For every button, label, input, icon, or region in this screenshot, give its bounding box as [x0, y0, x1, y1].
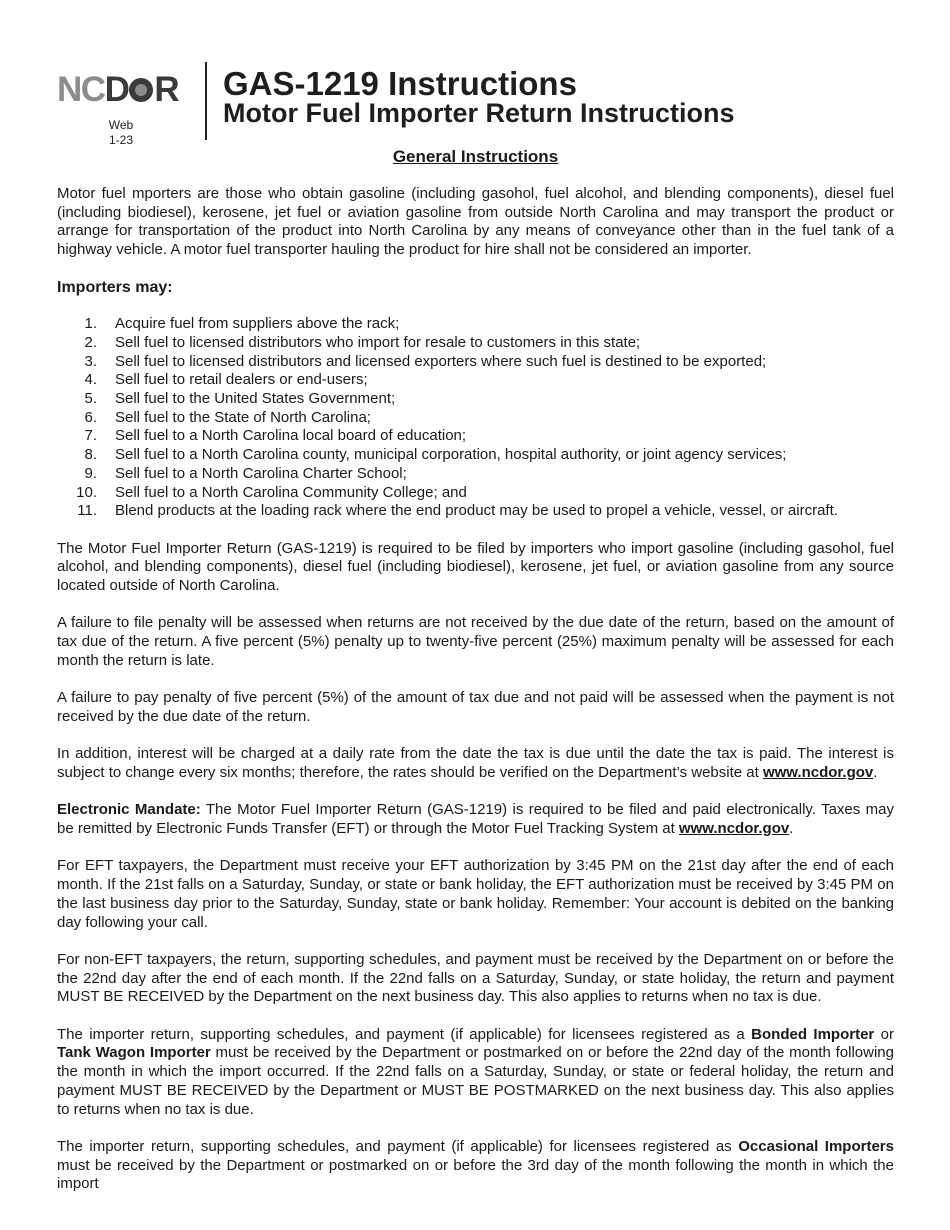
- importers-heading: Importers may:: [57, 278, 173, 296]
- logo-web-label: Web: [108, 118, 134, 132]
- list-item: [57, 502, 894, 521]
- list-number: 2.: [84, 333, 97, 351]
- list-number: 4.: [84, 371, 97, 389]
- non-eft-paragraph: For non-EFT taxpayers, the return, supporting schedules, and payment must be received by the Department on or before the the 22nd day after the end of each month. If the 22nd falls on a Saturday, Sunday, or state holiday, the return and payment MUST BE RECEIVED by the Department on the next business day. This also applies to returns when no tax is due.: [57, 950, 894, 1006]
- intro-paragraph: Motor fuel mporters are those who obtain gasoline (including gasohol, fuel alcohol, and blending components), diesel fuel (including biodiesel), kerosene, jet fuel or aviation gasoline from outside North Carolina and may transport the product or arrange for transportation of the product into North Carolina by any means of conveyance other than in the fuel tank of a highway vehicle. A motor fuel transporter hauling the product for hire shall not be considered an importer.: [57, 185, 894, 259]
- occasional-importers-term: Occasional Importers: [738, 1137, 894, 1155]
- list-text: Sell fuel to the United States Government;: [115, 390, 396, 407]
- electronic-mandate-paragraph: [57, 801, 894, 838]
- list-text: Blend products at the loading rack where the end product may be used to propel a vehicle, vessel, or aircraft.: [115, 502, 838, 520]
- eft-paragraph: For EFT taxpayers, the Department must receive your EFT authorization by 3:45 PM on the 21st day after the end of each month. If the 21st falls on a Saturday, Sunday, or state or bank holiday, the EFT authorization must be received by 3:45 PM on the last business day prior to the Saturday, Sunday, state or bank holiday. Remember: Your account is debited on the banking day following your call.: [57, 857, 894, 931]
- list-number: 9.: [84, 464, 97, 482]
- tank-wagon-importer-term: Tank Wagon Importer: [57, 1044, 211, 1062]
- list-item: [57, 409, 894, 428]
- interest-paragraph: [57, 745, 894, 782]
- failure-to-file-paragraph: A failure to file penalty will be assessed when returns are not received by the due date of the return, based on the amount of tax due of the return. A five percent (5%) penalty up to twenty-five percent (25%) maximum penalty will be assessed for each month the return is late.: [57, 614, 894, 669]
- section-heading: General Instructions: [392, 147, 559, 166]
- filing-requirement-paragraph: The Motor Fuel Importer Return (GAS-1219) is required to be filed by importers who import gasoline (including gasohol, fuel alcohol, and blending components), diesel fuel (including biodiesel), kerosene, jet fuel, or aviation gasoline from any source located outside of North Carolina.: [57, 539, 894, 595]
- header-divider: [205, 62, 207, 140]
- bonded-text-a: The importer return, supporting schedules, and payment (if applicable) for licensees registered as a: [57, 1025, 752, 1043]
- ncdor-wordmark: NCD R: [57, 70, 179, 109]
- list-number: 1.: [84, 315, 97, 333]
- list-item: [57, 315, 894, 334]
- list-text: Acquire fuel from suppliers above the rack;: [115, 315, 400, 333]
- interest-end: .: [873, 764, 878, 781]
- list-item: [57, 484, 894, 503]
- list-text: Sell fuel to the State of North Carolina;: [115, 408, 371, 426]
- list-number: 10.: [76, 483, 97, 501]
- list-item: [57, 371, 894, 390]
- list-text: Sell fuel to retail dealers or end-users;: [115, 371, 368, 389]
- logo-circle-icon: [129, 78, 153, 102]
- list-text: Sell fuel to a North Carolina local board of education;: [115, 427, 467, 445]
- list-text: Sell fuel to licensed distributors who import for resale to customers in this state;: [115, 333, 641, 351]
- occasional-importer-paragraph: [57, 1138, 894, 1194]
- list-number: 6.: [84, 408, 97, 426]
- occasional-text-b: must be received by the Department or postmarked on or before the 3rd day of the month following the month in which the import: [57, 1156, 894, 1193]
- list-item: [57, 353, 894, 372]
- bonded-importer-term: Bonded Importer: [751, 1025, 875, 1043]
- electronic-mandate-label: Electronic Mandate:: [57, 801, 201, 819]
- list-text: Sell fuel to a North Carolina county, municipal corporation, hospital authority, or joint agency services;: [115, 446, 787, 464]
- page-header: [57, 60, 897, 147]
- list-text: Sell fuel to a North Carolina Community College; and: [115, 483, 467, 501]
- importers-list: [57, 315, 894, 521]
- ncdor-logo: [57, 70, 185, 147]
- list-item: [57, 390, 894, 409]
- list-number: 3.: [84, 352, 97, 370]
- mandate-text: The Motor Fuel Importer Return (GAS-1219) is required to be filed and paid electronically. Taxes may be remitted by Electronic Funds Transfer (EFT) or through the Motor Fuel Tracking System at: [57, 801, 895, 838]
- occasional-text-a: The importer return, supporting schedules, and payment (if applicable) for licensees registered as: [57, 1137, 739, 1155]
- list-number: 5.: [84, 390, 97, 407]
- ncdor-website-link[interactable]: www.ncdor.gov: [762, 764, 874, 781]
- failure-to-pay-paragraph: A failure to pay penalty of five percent (5%) of the amount of tax due and not paid will be assessed when the payment is not received by the due date of the return.: [57, 689, 894, 725]
- document-subtitle: Motor Fuel Importer Return Instructions: [223, 98, 735, 128]
- list-item: [57, 334, 894, 353]
- ncdor-website-link[interactable]: www.ncdor.gov: [678, 820, 790, 838]
- list-text: Sell fuel to a North Carolina Charter School;: [115, 464, 407, 482]
- list-text: Sell fuel to licensed distributors and licensed exporters where such fuel is destined to be exported;: [115, 352, 767, 370]
- mandate-end: .: [789, 820, 794, 838]
- document-title: GAS-1219 Instructions: [223, 65, 577, 102]
- list-item: [57, 446, 894, 465]
- interest-text: In addition, interest will be charged at a daily rate from the date the tax is due until the date the tax is paid. The interest is subject to change every six months; therefore, the rates should be verified on the Department’s website at: [57, 745, 894, 781]
- document-body: [57, 146, 894, 1213]
- bonded-text-c: must be received by the Department or postmarked on or before the 22nd day of the month following the month in which the import occurred. If the 22nd falls on a Saturday, Sunday, or state or federal holiday, the return and payment MUST BE RECEIVED by the Department or MUST BE POSTMARKED on the next business day. This also applies to returns when no tax is due.: [57, 1044, 894, 1118]
- list-item: [57, 427, 894, 446]
- list-number: 8.: [84, 446, 97, 464]
- list-item: [57, 465, 894, 484]
- list-number: 11.: [77, 502, 97, 520]
- bonded-text-b: or: [874, 1025, 894, 1043]
- logo-version-label: 1-23: [108, 133, 134, 147]
- list-number: 7.: [84, 427, 97, 445]
- bonded-importer-paragraph: [57, 1026, 894, 1120]
